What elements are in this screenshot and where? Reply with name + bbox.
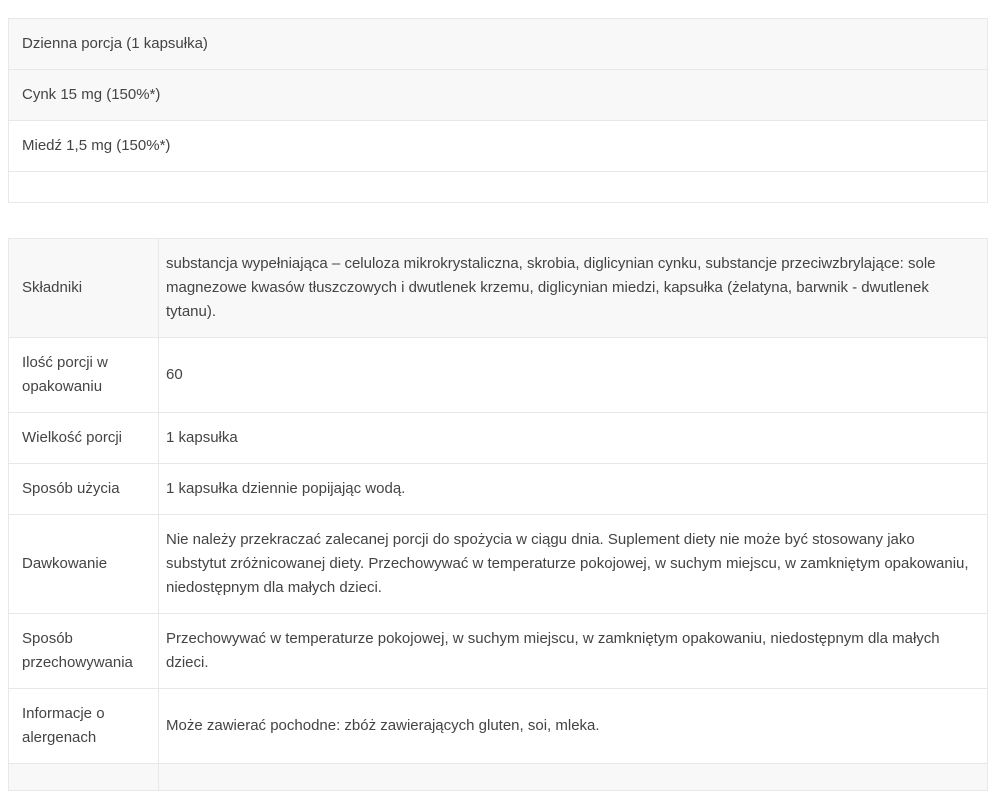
- row-label-serving-size: Wielkość porcji: [9, 413, 159, 464]
- row-value-ingredients: substancja wypełniająca – celuloza mikrokrystaliczna, skrobia, diglicynian cynku, substancje przeciwzbrylające: sole magnezowe kwasów tłuszczowych i dwutlenek krzemu, diglicynian miedzi, kapsułka (żelatyna, barwnik - dwutlenek tytanu).: [159, 239, 988, 338]
- table-row: [9, 19, 988, 70]
- empty-row-cell: [9, 172, 988, 203]
- row-label-usage: Sposób użycia: [9, 464, 159, 515]
- row-label-allergens: Informacje o alergenach: [9, 689, 159, 764]
- row-label-dosage: Dawkowanie: [9, 515, 159, 614]
- daily-portion-label: Dzienna porcja (1 kapsułka): [9, 19, 988, 70]
- clipped-row-label-cell: [9, 764, 159, 791]
- zinc-amount-label: Cynk 15 mg (150%*): [9, 70, 988, 121]
- table-row: [9, 689, 988, 764]
- table-row: [9, 239, 988, 338]
- supplement-facts-table: [8, 18, 988, 203]
- product-details-table: [8, 238, 988, 791]
- clipped-row-value-cell: [159, 764, 988, 791]
- table-row: [9, 413, 988, 464]
- table-row: [9, 338, 988, 413]
- row-value-usage: 1 kapsułka dziennie popijając wodą.: [159, 464, 988, 515]
- table-row: [9, 121, 988, 172]
- row-value-allergens: Może zawierać pochodne: zbóż zawierających gluten, soi, mleka.: [159, 689, 988, 764]
- table-row: [9, 70, 988, 121]
- row-value-storage: Przechowywać w temperaturze pokojowej, w suchym miejscu, w zamkniętym opakowaniu, niedostępnym dla małych dzieci.: [159, 614, 988, 689]
- row-value-serving-size: 1 kapsułka: [159, 413, 988, 464]
- table-row-clipped: [9, 764, 988, 791]
- row-label-ingredients: Składniki: [9, 239, 159, 338]
- table-row: [9, 172, 988, 203]
- table-row: [9, 614, 988, 689]
- table-row: [9, 464, 988, 515]
- copper-amount-label: Miedź 1,5 mg (150%*): [9, 121, 988, 172]
- row-value-dosage: Nie należy przekraczać zalecanej porcji do spożycia w ciągu dnia. Suplement diety nie może być stosowany jako substytut zróżnicowanej diety. Przechowywać w temperaturze pokojowej, w suchym miejscu, w zamkniętym opakowaniu, niedostępnym dla małych dzieci.: [159, 515, 988, 614]
- row-value-servings-per-pack: 60: [159, 338, 988, 413]
- row-label-servings-per-pack: Ilość porcji w opakowaniu: [9, 338, 159, 413]
- row-label-storage: Sposób przechowywania: [9, 614, 159, 689]
- table-row: [9, 515, 988, 614]
